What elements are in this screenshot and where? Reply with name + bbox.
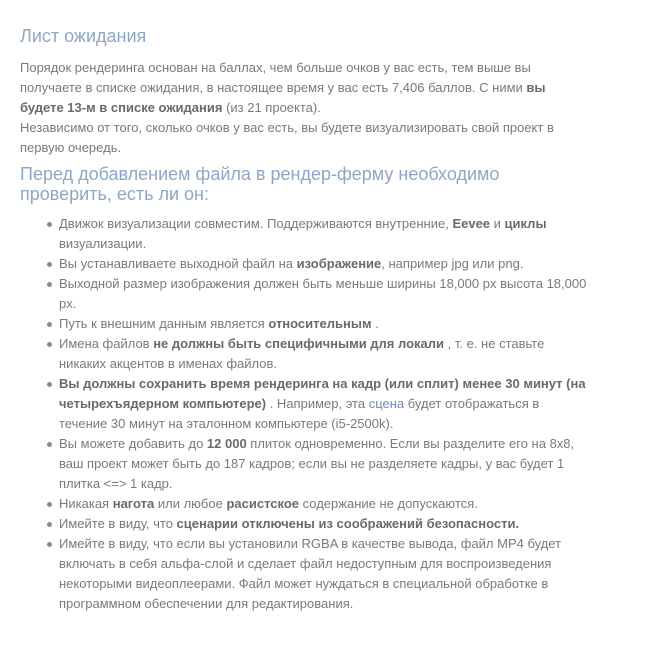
list-item: Имейте в виду, что сценарии отключены из соображений безопасности.: [42, 514, 587, 534]
list-item: Никакая нагота или любое расистское содержание не допускаются.: [42, 494, 587, 514]
queue-position: вы будете 13-м в списке ожидания: [20, 80, 546, 115]
list-item: Имена файлов не должны быть специфичными для локали , т. е. не ставьте никаких акцентов в именах файлов.: [42, 334, 587, 374]
requirements-list: [20, 214, 587, 614]
section-title-requirements: Перед добавлением файла в рендер-ферму необходимо проверить, есть ли он:: [20, 164, 500, 204]
section-title-waiting-list: Лист ожидания: [20, 26, 147, 46]
list-item: Вы можете добавить до 12 000 плиток одновременно. Если вы разделите его на 8x8, ваш проект может быть до 187 кадров; если вы не разделяете кадры, у вас будет 1 плитка <=> 1 кадр.: [42, 434, 587, 494]
list-item: Выходной размер изображения должен быть меньше ширины 18,000 px высота 18,000 px.: [42, 274, 587, 314]
list-item: Путь к внешним данным является относительным .: [42, 314, 587, 334]
list-item: Вы должны сохранить время рендеринга на кадр (или сплит) менее 30 минут (на четырехъядерном компьютере) . Например, эта сцена будет отображаться в течение 30 минут на эталонном компьютере (i5-2500k).: [42, 374, 587, 434]
list-item: Вы устанавливаете выходной файл на изображение, например jpg или png.: [42, 254, 587, 274]
scene-link[interactable]: сцена: [368, 396, 405, 411]
list-item: Имейте в виду, что если вы установили RGBA в качестве вывода, файл MP4 будет включать в себя альфа-слой и сделает файл недоступным для воспроизведения некоторыми видеоплеерами. Файл может нуждаться в специальной обработке в программном обеспечении для редактирования.: [42, 534, 587, 614]
waiting-list-paragraph: Порядок рендеринга основан на баллах, чем больше очков у вас есть, тем выше вы получаете в списке ожидания, в настоящее время у вас есть 7,406 баллов. С ними вы будете 13-м в списке ожидания (из 21 проекта).: [20, 60, 546, 115]
list-item: Движок визуализации совместим. Поддерживаются внутренние, Eevee и циклы визуализации.: [42, 214, 587, 254]
priority-paragraph: Независимо от того, сколько очков у вас есть, вы будете визуализировать свой проект в первую очередь.: [20, 120, 554, 155]
